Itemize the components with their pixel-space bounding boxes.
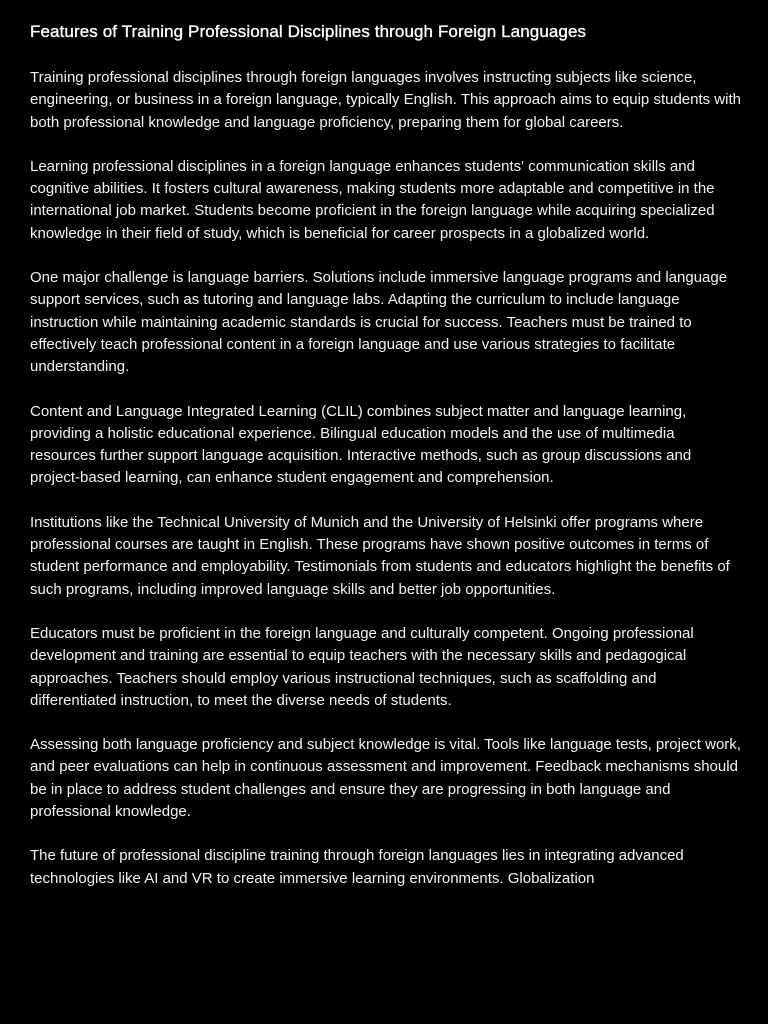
article-title: Features of Training Professional Disciplines through Foreign Languages [30,22,587,41]
paragraph-future: The future of professional discipline training through foreign languages lies in integrating advanced technologies like AI and VR to create immersive learning environments. Globalization [30,847,684,887]
paragraph-challenges: One major challenge is language barriers. Solutions include immersive language programs and language support services, such as tutoring and language labs. Adapting the curriculum to include language instruction while maintaining academic standards is crucial for success. Teachers must be trained to effectively teach professional content in a foreign language and use various strategies to facilitate understanding. [30,269,728,376]
article [30,19,742,890]
paragraph-benefits: Learning professional disciplines in a foreign language enhances students' communication skills and cognitive abilities. It fosters cultural awareness, making students more adaptable and competitive in the international job market. Students become proficient in the foreign language while acquiring specialized knowledge in their field of study, which is beneficial for career prospects in a globalized world. [30,157,715,242]
paragraph-methods: Content and Language Integrated Learning (CLIL) combines subject matter and language learning, providing a holistic educational experience. Bilingual education models and the use of multimedia resources further support language acquisition. Interactive methods, such as group discussions and project-based learning, can enhance student engagement and comprehension. [30,402,692,487]
paragraph-introduction: Training professional disciplines through foreign languages involves instructing subjects like science, engineering, or business in a foreign language, typically English. This approach aims to equip students with both professional knowledge and language proficiency, preparing them for global careers. [30,69,741,131]
paragraph-assessment: Assessing both language proficiency and subject knowledge is vital. Tools like language tests, project work, and peer evaluations can help in continuous assessment and improvement. Feedback mechanisms should be in place to address student challenges and ensure they are progressing in both language and professional knowledge. [30,736,741,821]
paragraph-institutions: Institutions like the Technical University of Munich and the University of Helsinki offer programs where professional courses are taught in English. These programs have shown positive outcomes in terms of student performance and employability. Testimonials from students and educators highlight the benefits of such programs, including improved language skills and better job opportunities. [30,513,730,598]
paragraph-educators: Educators must be proficient in the foreign language and culturally competent. Ongoing professional development and training are essential to equip teachers with the necessary skills and pedagogical approaches. Teachers should employ various instructional techniques, such as scaffolding and differentiated instruction, to meet the diverse needs of students. [30,624,694,709]
